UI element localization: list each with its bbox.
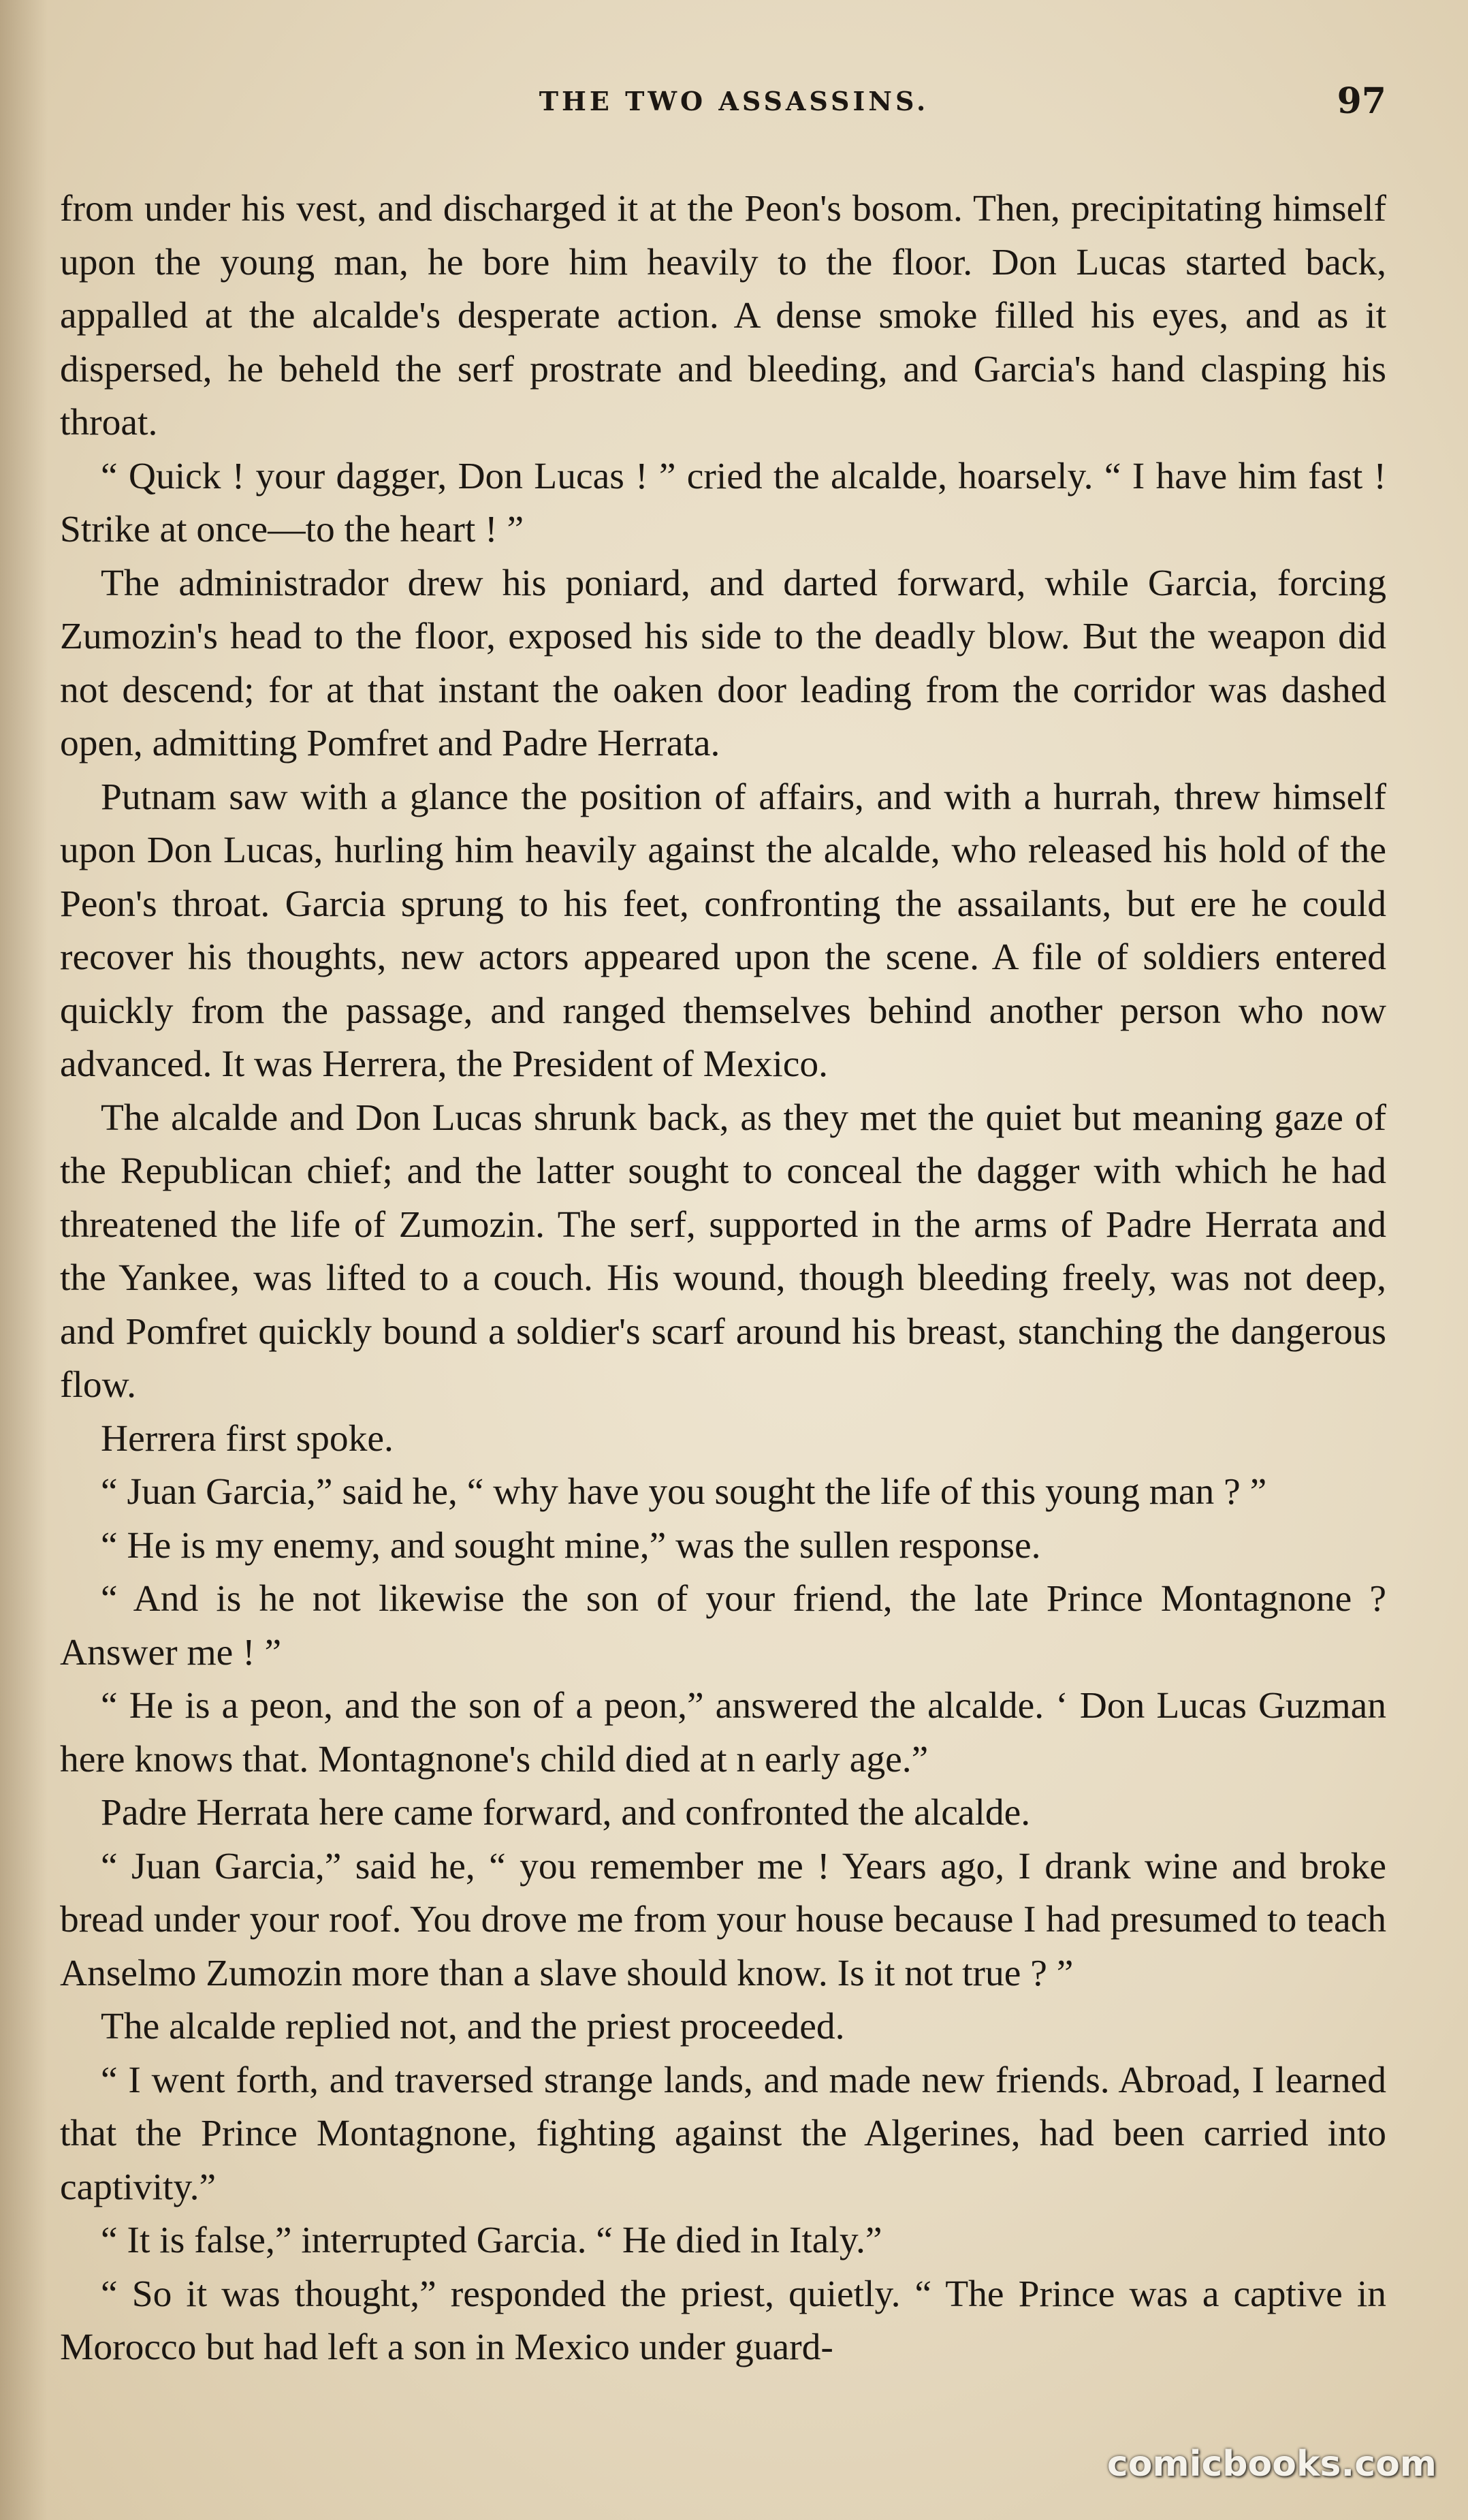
watermark: comicbooks.com — [1106, 2444, 1437, 2485]
paragraph: “ Juan Garcia,” said he, “ you remember me ! Years ago, I drank wine and broke bread under your roof. You drove me from your house because I had presumed to teach Anselmo Zumozin more than a slave should know. Is it not true ? ” — [60, 1845, 1386, 1994]
paragraph: Herrera first spoke. — [101, 1417, 394, 1460]
paragraph: The administrador drew his poniard, and darted forward, while Garcia, forcing Zumozin's head to the floor, exposed his side to the deadly blow. But the weapon did not descend; for at that instant the oaken door leading from the corridor was dashed open, admitting Pomfret and Padre Herrata. — [60, 562, 1386, 764]
page-number: 97 — [1337, 80, 1386, 122]
paragraph: “ I went forth, and traversed strange lands, and made new friends. Abroad, I learned that the Prince Montagnone, fighting against the Algerines, had been carried into captivity.” — [60, 2059, 1386, 2208]
paragraph: “ Quick ! your dagger, Don Lucas ! ” cried the alcalde, hoarsely. “ I have him fast ! Strike at once—to the heart ! ” — [60, 455, 1386, 550]
paragraph: Padre Herrata here came forward, and confronted the alcalde. — [101, 1792, 1031, 1833]
body-text — [60, 183, 1386, 2375]
paragraph: Putnam saw with a glance the position of affairs, and with a hurrah, threw himself upon Don Lucas, hurling him heavily against the alcalde, who released his hold of the Peon's throat. Garcia sprung to his feet, confronting the assailants, but ere he could recover his thoughts, new actors appeared upon the scene. A file of soldiers entered quickly from the passage, and ranged themselves behind another person who now advanced. It was Herrera, the President of Mexico. — [60, 776, 1386, 1085]
paragraph: “ He is my enemy, and sought mine,” was the sullen response. — [101, 1524, 1041, 1566]
paragraph: “ And is he not likewise the son of your friend, the late Prince Montagnone ? Answer me ! ” — [60, 1578, 1386, 1673]
running-head — [0, 80, 1468, 128]
paragraph: “ So it was thought,” responded the priest, quietly. “ The Prince was a captive in Morocco but had left a son in Mexico under guard- — [60, 2273, 1386, 2368]
running-title: THE TWO ASSASSINS. — [539, 86, 929, 116]
paragraph: The alcalde and Don Lucas shrunk back, as they met the quiet but meaning gaze of the Republican chief; and the latter sought to conceal the dagger with which he had threatened the life of Zumozin. The serf, supported in the arms of Padre Herrata and the Yankee, was lifted to a couch. His wound, though bleeding freely, was not deep, and Pomfret quickly bound a soldier's scarf around his breast, stanching the dangerous flow. — [60, 1097, 1386, 1406]
paragraph: The alcalde replied not, and the priest proceeded. — [101, 2006, 845, 2047]
paragraph: “ He is a peon, and the son of a peon,” answered the alcalde. ‘ Don Lucas Guzman here knows that. Montagnone's child died at n early age.” — [60, 1685, 1386, 1780]
paragraph: “ Juan Garcia,” said he, “ why have you sought the life of this young man ? ” — [101, 1471, 1267, 1513]
spine-shadow — [0, 0, 48, 2520]
paragraph: “ It is false,” interrupted Garcia. “ He died in Italy.” — [101, 2220, 882, 2261]
paragraph: from under his vest, and discharged it at the Peon's bosom. Then, precipitating himself upon the young man, he bore him heavily to the floor. Don Lucas started back, appalled at the alcalde's desperate action. A dense smoke filled his eyes, and as it dispersed, he beheld the serf prostrate and bleeding, and Garcia's hand clasping his throat. — [60, 188, 1386, 443]
